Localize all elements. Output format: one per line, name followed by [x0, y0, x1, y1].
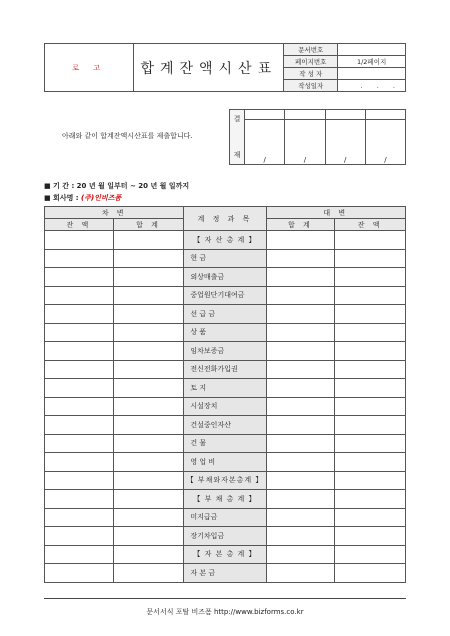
account-name: 자 본 금 [184, 564, 266, 583]
debit-total-cell[interactable] [113, 360, 184, 379]
credit-balance-cell[interactable] [335, 231, 406, 250]
meta-label-author: 작 성 자 [284, 68, 338, 80]
credit-total-cell[interactable] [266, 268, 335, 287]
debit-balance-cell[interactable] [45, 342, 114, 361]
table-row [45, 527, 406, 546]
credit-total-cell[interactable] [266, 490, 335, 509]
credit-balance-cell[interactable] [335, 434, 406, 453]
table-row [45, 249, 406, 268]
credit-balance-cell[interactable] [335, 323, 406, 342]
credit-balance-cell[interactable] [335, 453, 406, 472]
meta-value-author[interactable] [338, 68, 406, 80]
debit-balance-cell[interactable] [45, 286, 114, 305]
credit-balance-cell[interactable] [335, 397, 406, 416]
account-name: 선 급 금 [184, 305, 266, 324]
credit-balance-cell[interactable] [335, 379, 406, 398]
debit-balance-cell[interactable] [45, 453, 114, 472]
approval-label: 결 재 [230, 110, 245, 165]
debit-total-cell[interactable] [113, 286, 184, 305]
debit-total-cell[interactable] [113, 323, 184, 342]
account-name: 임차보증금 [184, 342, 266, 361]
approval-slot[interactable]: / [285, 119, 325, 164]
credit-total-cell[interactable] [266, 416, 335, 435]
debit-header: 차 변 [45, 207, 184, 219]
table-row [45, 305, 406, 324]
credit-balance-header: 잔 액 [335, 219, 406, 231]
debit-total-cell[interactable] [113, 564, 184, 583]
approval-slot[interactable]: / [245, 119, 285, 164]
credit-total-cell[interactable] [266, 231, 335, 250]
debit-total-cell[interactable] [113, 268, 184, 287]
account-name: 【 자 산 총 계 】 [184, 231, 266, 250]
credit-total-cell[interactable] [266, 564, 335, 583]
account-name: 시설장치 [184, 397, 266, 416]
credit-balance-cell[interactable] [335, 564, 406, 583]
credit-total-cell[interactable] [266, 305, 335, 324]
company-label: ■ 회사명 : [44, 194, 79, 202]
account-name: 건설중인자산 [184, 416, 266, 435]
credit-balance-cell[interactable] [335, 268, 406, 287]
account-name: 건 물 [184, 434, 266, 453]
debit-total-cell[interactable] [113, 379, 184, 398]
table-row [45, 231, 406, 250]
debit-total-cell[interactable] [113, 416, 184, 435]
credit-total-cell[interactable] [266, 379, 335, 398]
credit-balance-cell[interactable] [335, 360, 406, 379]
credit-balance-cell[interactable] [335, 286, 406, 305]
debit-balance-cell[interactable] [45, 490, 114, 509]
account-name: 외상매출금 [184, 268, 266, 287]
debit-total-cell[interactable] [113, 508, 184, 527]
table-row [45, 490, 406, 509]
credit-total-cell[interactable] [266, 527, 335, 546]
debit-balance-cell[interactable] [45, 231, 114, 250]
table-row [45, 360, 406, 379]
credit-total-cell[interactable] [266, 545, 335, 564]
debit-balance-cell[interactable] [45, 379, 114, 398]
debit-total-cell[interactable] [113, 434, 184, 453]
debit-balance-cell[interactable] [45, 508, 114, 527]
credit-total-header: 합 계 [266, 219, 335, 231]
period-line: ■ 기 간 : 20 년 월 일부터 ~ 20 년 월 일까지 [44, 182, 190, 190]
account-name: 영 업 비 [184, 453, 266, 472]
debit-total-cell[interactable] [113, 342, 184, 361]
table-row [45, 564, 406, 583]
table-row [45, 397, 406, 416]
table-row [45, 416, 406, 435]
table-row [45, 545, 406, 564]
credit-header: 대 변 [266, 207, 405, 219]
credit-balance-cell[interactable] [335, 490, 406, 509]
debit-total-cell[interactable] [113, 453, 184, 472]
table-row [45, 286, 406, 305]
debit-balance-cell[interactable] [45, 527, 114, 546]
credit-total-cell[interactable] [266, 397, 335, 416]
account-name: 상 품 [184, 323, 266, 342]
table-row [45, 379, 406, 398]
account-name: 전신전화가입권 [184, 360, 266, 379]
debit-balance-cell[interactable] [45, 323, 114, 342]
credit-balance-cell[interactable] [335, 471, 406, 490]
debit-total-cell[interactable] [113, 490, 184, 509]
debit-total-cell[interactable] [113, 471, 184, 490]
credit-total-cell[interactable] [266, 360, 335, 379]
meta-value-page-number[interactable]: 1/2페이지 [338, 56, 406, 68]
table-row [45, 323, 406, 342]
meta-label-date: 작성일자 [284, 80, 338, 92]
approval-slot[interactable]: / [365, 119, 405, 164]
credit-balance-cell[interactable] [335, 545, 406, 564]
table-row [45, 508, 406, 527]
debit-balance-cell[interactable] [45, 434, 114, 453]
table-row [45, 453, 406, 472]
debit-balance-cell[interactable] [45, 545, 114, 564]
account-name: 【 자 본 총 계 】 [184, 545, 266, 564]
debit-balance-cell[interactable] [45, 564, 114, 583]
meta-value-doc-number[interactable] [338, 44, 406, 56]
debit-total-cell[interactable] [113, 231, 184, 250]
debit-total-cell[interactable] [113, 545, 184, 564]
company-name: (주)인비즈폼 [81, 194, 122, 202]
credit-balance-cell[interactable] [335, 249, 406, 268]
account-name: 현 금 [184, 249, 266, 268]
debit-balance-cell[interactable] [45, 416, 114, 435]
table-row [45, 268, 406, 287]
debit-total-cell[interactable] [113, 527, 184, 546]
debit-balance-cell[interactable] [45, 249, 114, 268]
intro-text: 아래와 같이 합계잔액시산표를 제출합니다. [62, 132, 193, 140]
credit-balance-cell[interactable] [335, 508, 406, 527]
debit-total-cell[interactable] [113, 249, 184, 268]
credit-total-cell[interactable] [266, 434, 335, 453]
credit-balance-cell[interactable] [335, 342, 406, 361]
credit-total-cell[interactable] [266, 249, 335, 268]
debit-total-cell[interactable] [113, 397, 184, 416]
debit-balance-header: 잔 액 [45, 219, 114, 231]
credit-balance-cell[interactable] [335, 416, 406, 435]
document-title: 합계잔액시산표 [134, 44, 284, 92]
debit-total-header: 합 계 [113, 219, 184, 231]
credit-balance-cell[interactable] [335, 527, 406, 546]
trial-balance-table [44, 206, 406, 583]
document-header [44, 43, 406, 92]
company-line [44, 193, 121, 203]
table-row [45, 471, 406, 490]
account-name: 토 지 [184, 379, 266, 398]
debit-balance-cell[interactable] [45, 360, 114, 379]
debit-balance-cell[interactable] [45, 268, 114, 287]
approval-slot[interactable]: / [325, 119, 365, 164]
credit-total-cell[interactable] [266, 323, 335, 342]
logo: 로 고 [45, 44, 134, 92]
credit-balance-cell[interactable] [335, 305, 406, 324]
table-row [45, 342, 406, 361]
table-row [45, 434, 406, 453]
account-header: 계 정 과 목 [184, 207, 266, 231]
credit-total-cell[interactable] [266, 342, 335, 361]
meta-label-page-number: 페이지번호 [284, 56, 338, 68]
credit-total-cell[interactable] [266, 286, 335, 305]
credit-total-cell[interactable] [266, 508, 335, 527]
debit-total-cell[interactable] [113, 305, 184, 324]
debit-balance-cell[interactable] [45, 397, 114, 416]
meta-label-doc-number: 문서번호 [284, 44, 338, 56]
approval-box [229, 109, 406, 165]
meta-value-date[interactable]: . . . [338, 80, 406, 92]
account-name: 미지급금 [184, 508, 266, 527]
footer: 문서서식 포탈 비즈폼 http://www.bizforms.co.kr [146, 608, 304, 616]
debit-balance-cell[interactable] [45, 471, 114, 490]
account-name: 장기차입금 [184, 527, 266, 546]
footer-divider [44, 598, 406, 599]
credit-total-cell[interactable] [266, 471, 335, 490]
credit-total-cell[interactable] [266, 453, 335, 472]
account-name: 중업원단기대여금 [184, 286, 266, 305]
debit-balance-cell[interactable] [45, 305, 114, 324]
account-name: 【 부채와자본총계 】 [184, 471, 266, 490]
account-name: 【 부 채 총 계 】 [184, 490, 266, 509]
